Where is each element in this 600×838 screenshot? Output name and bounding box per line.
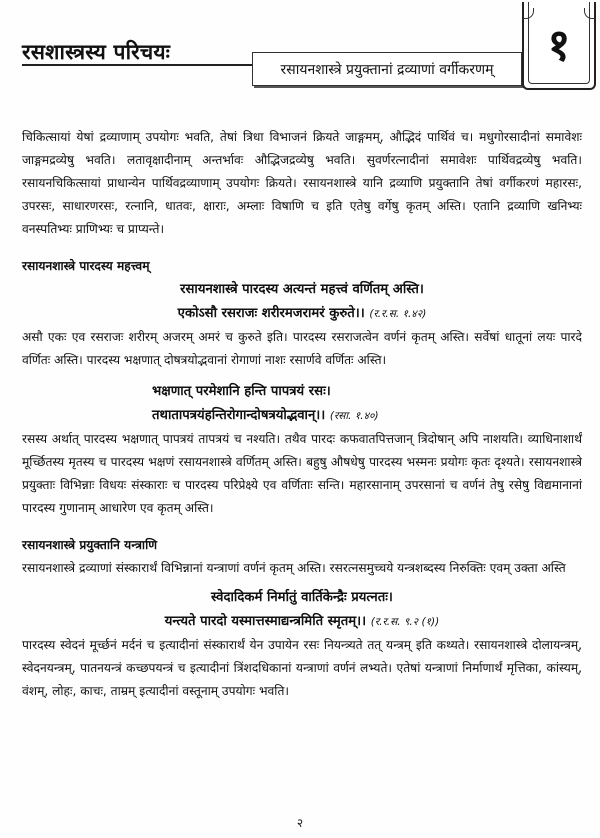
paragraph: असौ एकः एव रसराजः शरीरम् अजरम् अमरं च कुरुते इति। पारदस्य रसराजत्वेन वर्णनं कृतम् अस्ति। सर्वेषां धातूनां लयः पारदे वर्णितः अस्ति। पारदस्य भक्षणात् दोषत्रयोद्भवानां रोगाणां नाशः रसार्णवे वर्णितः अस्ति। xyxy=(22,330,582,367)
verse-text: तथातापत्रयंहन्तिरोगान्दोषत्रयोद्भवान्।। xyxy=(152,408,326,423)
verse-line xyxy=(22,610,582,634)
intro-paragraph: चिकित्सायां येषां द्रव्याणाम् उपयोगः भवति, तेषां त्रिधा विभाजनं क्रियते जाङ्गमम्, औद्भिदं पार्थिवं च। मधुगोरसादीनां समावेशः जाङ्गमद्रव्येषु भवति। लतावृक्षादीनाम् अन्तर्भावः औद्भिजद्रव्येषु भवति। सुवर्णरत्नादीनां समावेशः पार्थिवद्रव्येषु भवति। रसायनचिकित्सायां प्राधान्येन पार्थिवद्रव्याणाम् उपयोगः क्रियते। रसायनशास्त्रे यानि द्रव्याणि प्रयुक्तानि तेषां वर्गीकरणं महारसः, उपरसः, साधारणरसः, रत्नानि, धातवः, क्षाराः, अम्लाः विषाणि च इति एतेषु वर्गेषु कृतम् अस्ति। एतानि द्रव्याणि खनिभ्यः वनस्पतिभ्यः प्राणिभ्यः च प्राप्यन्ते। xyxy=(22,130,582,236)
title-rule xyxy=(22,64,252,66)
verse-text: एकोऽसौ रसराजः शरीरमजरामरं कुरुते।। xyxy=(177,306,365,321)
paragraph: पारदस्य स्वेदनं मूर्च्छनं मर्दनं च इत्यादीनां संस्कारार्थं येन उपायेन रसः नियन्त्र्यते तत् यन्त्रम् इति कथ्यते। रसायनशास्त्रे दोलायन्त्रम्, स्वेदनयन्त्रम्, पातनयन्त्रं कच्छपयन्त्रं च इत्यादीनां त्रिंशदधिकानां यन्त्राणां वर्णनं लभ्यते। एतेषां यन्त्राणां निर्माणार्थं मृत्तिका, कांस्यम्, वंशम्, लोहः, काचः, ताम्रम् इत्यादीनां वस्तूनाम् उपयोगः भवति। xyxy=(22,638,582,698)
paragraph: रसस्य अर्थात् पारदस्य भक्षणात् पापत्रयं तापत्रयं च नश्यति। तथैव पारदः कफवातपित्तजान् त्रिदोषान् अपि नाशयति। व्याधिनाशार्थं मूर्च्छितस्य मृतस्य च पारदस्य भक्षणं रसायनशास्त्रे वर्णितम् अस्ति। बहुषु औषधेषु पारदस्य भस्मनः प्रयोगः कृतः दृश्यते। रसायनशास्त्रे प्रयुक्ताः विभिन्नाः विधयः संस्काराः च पारदस्य परिप्रेक्ष्ये एव वर्णिताः सन्ति। महारसानाम् उपरसानां च वर्णनं तेषु रसेषु विद्यमानानां पारदस्य गुणानाम् आधारेण एव कृतम् अस्ति। xyxy=(22,432,582,515)
verse-line: रसायनशास्त्रे पारदस्य अत्यन्तं महत्त्वं वर्णितम् अस्ति। xyxy=(180,282,424,297)
verse-reference: (र.र.स. १.४२) xyxy=(369,308,427,320)
verse-reference: (रसा. १.४०) xyxy=(329,410,379,422)
subtitle-text: रसायनशास्त्रे प्रयुक्तानां द्रव्याणां वर्गीकरणम् xyxy=(280,61,494,78)
page-body xyxy=(22,126,582,703)
verse-line xyxy=(22,302,582,326)
verse-line xyxy=(22,404,582,428)
verse-text: यन्त्यते पारदो यस्मात्तस्माद्यन्त्रमिति स्मृतम्।। xyxy=(164,614,367,629)
verse-reference: (र.र.स. ९.२ (१)) xyxy=(370,616,440,628)
verse-line: स्वेदादिकर्म निर्मातुं वार्तिकेन्द्रैः प्रयत्नतः। xyxy=(211,590,393,605)
paragraph: रसायनशास्त्रे द्रव्याणां संस्कारार्थं विभिन्नानां यन्त्राणां वर्णनं कृतम् अस्ति। रसरत्नसमुच्चये यन्त्रशब्दस्य निरुक्तिः एवम् उक्ता अस्ति xyxy=(22,561,566,575)
chapter-title: रसशास्त्रस्य परिचयः xyxy=(22,40,171,64)
page-header xyxy=(0,0,600,110)
verse-line: भक्षणात् परमेशानि हन्ति पापत्रयं रसः। xyxy=(152,384,331,399)
chapter-number-tab xyxy=(522,2,596,90)
section-heading-instruments: रसायनशास्त्रे प्रयुक्तानि यन्त्राणि xyxy=(22,538,158,552)
chapter-number: १ xyxy=(528,2,590,84)
page-number: २ xyxy=(296,816,304,830)
section-heading-mercury: रसायनशास्त्रे पारदस्य महत्त्वम् xyxy=(22,259,150,273)
subtitle-box xyxy=(252,52,522,86)
